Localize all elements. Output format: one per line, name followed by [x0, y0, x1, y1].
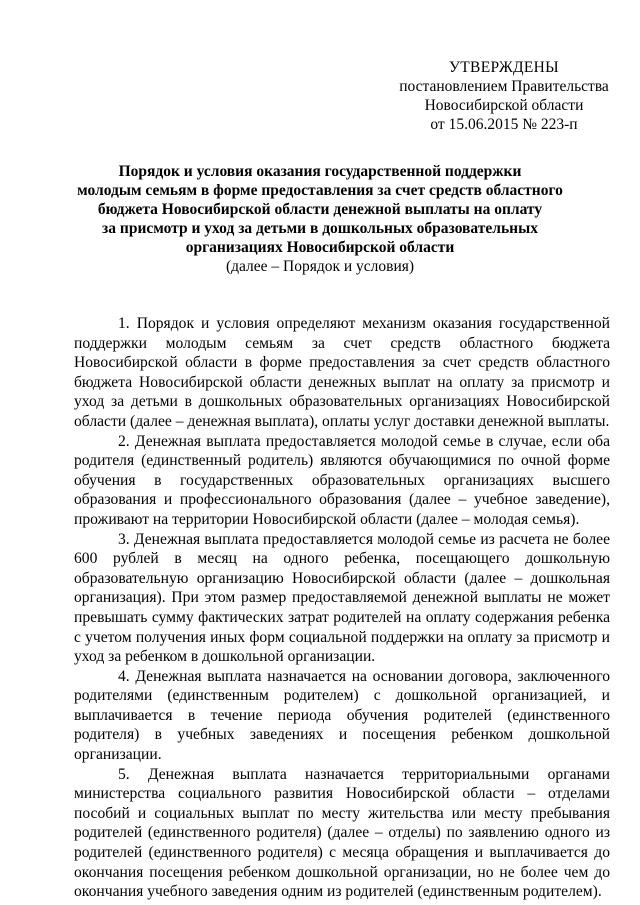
document-body: [74, 314, 610, 902]
approval-heading: УТВЕРЖДЕНЫ: [449, 59, 559, 76]
approval-stamp: [398, 58, 610, 134]
paragraph-5: 5. Денежная выплата назначается территориальными органами министерства социального развития Новосибирской области – отделами пособий и социальных выплат по месту жительства или месту пребывания родителей (единственного родителя) (далее – отделы) по заявлению одного из родителей (единственного родителя) с месяца обращения и выплачивается до окончания посещения ребенком дошкольной организации, но не более чем до окончания учебного заведения одним из родителей (единственным родителем).: [74, 765, 610, 901]
paragraph-2: 2. Денежная выплата предоставляется молодой семье в случае, если оба родителя (единственный родитель) являются обучающимися по очной форме обучения в государственных образовательных организациях высшего образования и профессионального образования (далее – учебное заведение), проживают на территории Новосибирской области (далее – молодая семья).: [74, 432, 610, 528]
title-subtitle: (далее – Порядок и условия): [225, 258, 415, 275]
title-line-4: за присмотр и уход за детьми в дошкольных образовательных: [102, 220, 538, 237]
title-line-5: организациях Новосибирской области: [185, 239, 455, 256]
paragraph-1: 1. Порядок и условия определяют механизм оказания государственной поддержки молодым семьям за счет средств областного бюджета Новосибирской области в форме предоставления за счет средств областного бюджета Новосибирской области денежных выплат на оплату за присмотр и уход за детьми в дошкольных образовательных организациях Новосибирской области (далее – денежная выплата), оплаты услуг доставки денежной выплаты.: [74, 315, 610, 430]
document-title: [60, 162, 580, 276]
paragraph-3: 3. Денежная выплата предоставляется молодой семье из расчета не более 600 рублей в месяц на одного ребенка, посещающего дошкольную образовательную организацию Новосибирской области (далее – дошкольная организация). При этом размер предоставляемой денежной выплаты не может превышать сумму фактических затрат родителей на оплату содержания ребенка с учетом получения иных форм социальной поддержки на оплату за присмотр и уход за ребенком в дошкольной организации.: [74, 530, 610, 666]
approval-line-1: постановлением Правительства: [399, 78, 609, 95]
approval-line-3: от 15.06.2015 № 223-п: [430, 116, 578, 133]
title-line-2: молодым семьям в форме предоставления за счет средств областного: [77, 182, 563, 199]
title-line-1: Порядок и условия оказания государственной поддержки: [118, 163, 522, 180]
paragraph-4: 4. Денежная выплата назначается на основании договора, заключенного родителями (единственным родителем) с дошкольной организацией, и выплачивается в течение периода обучения родителей (единственного родителя) в учебных заведениях и посещения ребенком дошкольной организации.: [74, 667, 610, 764]
title-line-3: бюджета Новосибирской области денежной выплаты на оплату: [97, 201, 543, 218]
approval-line-2: Новосибирской области: [424, 97, 584, 114]
